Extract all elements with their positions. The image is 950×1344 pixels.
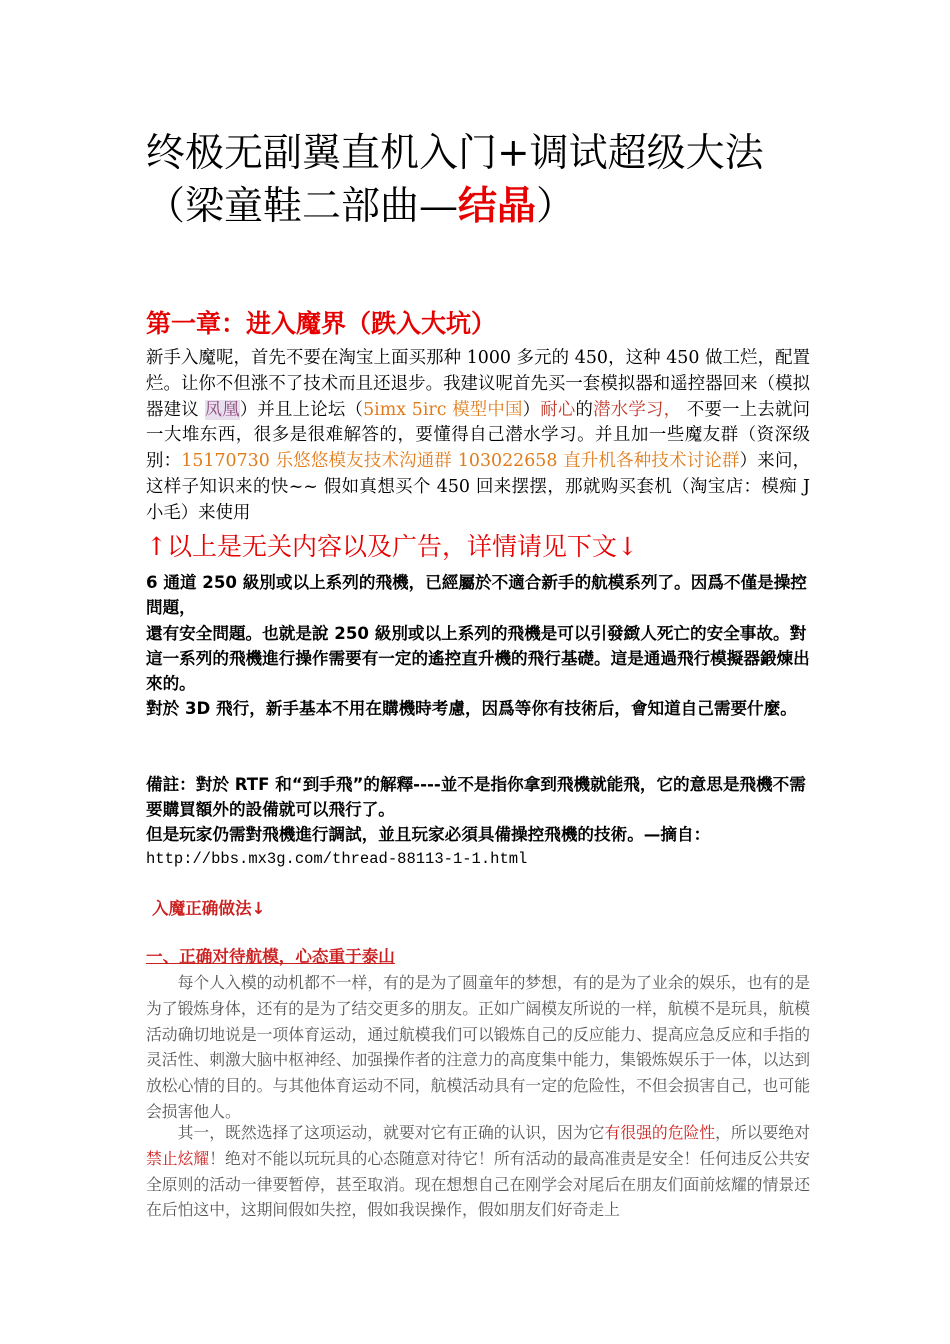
note-paragraph: 但是玩家仍需對飛機進行調試，並且玩家必須具備操控飛機的技術。—摘自： <box>146 825 711 844</box>
intro-text: 新手入魔呢，首先不要在淘宝上面买那种 1000 多元的 450，这种 450 做工烂，配置烂。让你不但涨不了技术而且还退步。我建议呢首先买一套模拟器和遥控器回来（模拟器建议 <box>146 348 810 420</box>
title-highlight: 结晶 <box>458 183 537 229</box>
intro-text: ）并且上论坛（ <box>239 399 364 420</box>
intro-paragraph <box>146 346 810 527</box>
section-heading <box>146 945 816 969</box>
body-text: 其一，既然选择了这项运动，就要对它有正确的认识，因为它 <box>177 1123 605 1142</box>
intro-text: ） <box>522 399 541 420</box>
lurk-text: 潜水学习， <box>593 399 682 420</box>
note-block <box>146 772 810 872</box>
warning-paragraph: 6 通道 250 級別或以上系列的飛機，已經屬於不適合新手的航模系列了。因爲不僅是操控問題， <box>146 573 807 618</box>
section-title: 一、正确对待航模，心态重于泰山 <box>146 947 395 966</box>
patience-text: 耐心 <box>540 399 576 420</box>
title-end: ） <box>536 184 576 229</box>
no-showoff-text: 禁止炫耀 <box>146 1148 210 1168</box>
source-url: http://bbs.mx3g.com/thread-88113-1-1.html <box>146 850 528 868</box>
intro-text: 的 <box>575 399 594 420</box>
intro-text: 不要一上去就问一大堆东西，很多是很难解答的，要懂得自己潜水学习。并且加一些魔友群（资深级别： <box>146 399 810 472</box>
group-numbers: 15170730 乐悠悠模友技术沟通群 103022658 直升机各种技术讨论群 <box>181 451 740 472</box>
chapter-heading: 第一章：进入魔界（跌入大坑） <box>146 309 497 338</box>
simulator-name: 凤凰 <box>204 399 240 420</box>
body-text: ，所以要绝对 <box>715 1123 810 1142</box>
document-title <box>146 128 816 233</box>
warning-block <box>146 570 810 722</box>
body-text: ！绝对不能以玩玩具的心态随意对待它！所有活动的最高准责是安全！任何违反公共安全原则的活动一律要暂停，甚至取消。现在想想自己在刚学会对尾后在朋友们面前炫耀的情景还在后怕这中，这期间假如失控，假如我误操作，假如朋友们好奇走上 <box>146 1148 810 1220</box>
body-paragraph: 每个人入模的动机都不一样，有的是为了圆童年的梦想，有的是为了业余的娱乐，也有的是为了锻炼身体，还有的是为了结交更多的朋友。正如广阔模友所说的一样，航模不是玩具，航模活动确切地说是一项体育运动，通过航模我们可以锻炼自己的反应能力、提高应急反应和手指的灵活性、刺激大脑中枢神经、加强操作者的注意力的高度集中能力，集锻炼娱乐于一体，以达到放松心情的目的。与其他体育运动不同，航模活动具有一定的危险性，不但会损害自己，也可能会损害他人。 <box>146 973 810 1121</box>
ad-disclaimer: ↑以上是无关内容以及广告，详情请见下文↓ <box>146 532 638 561</box>
note-paragraph: 備註：對於 RTF 和“到手飛”的解釋----並不是指你拿到飛機就能飛，它的意思是飛機不需要購買額外的設備就可以飛行了。 <box>146 775 806 819</box>
body-paragraph <box>146 1120 810 1223</box>
warning-paragraph: 對於 3D 飛行，新手基本不用在購機時考慮，因爲等你有技術后，會知道自己需要什麼。 <box>146 699 797 719</box>
method-heading: 入魔正确做法↓ <box>152 899 266 918</box>
forum-names: 5imx 5irc 模型中国 <box>363 399 523 420</box>
intro-text: ）来问，这样子知识来的快~~ 假如真想买个 450 回来摆摆，那就购买套机（淘宝店：模痴 J 小毛）来使用 <box>146 451 810 523</box>
warning-paragraph: 還有安全問題。也就是說 250 級別或以上系列的飛機是可以引發緻人死亡的安全事故。對這一系列的飛機進行操作需要有一定的遙控直升機的飛行基礎。這是通過飛行模擬器鍛煉出來的。 <box>146 623 810 694</box>
title-main: 终极无副翼直机入门+调试超级大法（梁童鞋二部曲— <box>146 131 764 229</box>
danger-text: 有很强的危险性 <box>604 1123 716 1142</box>
